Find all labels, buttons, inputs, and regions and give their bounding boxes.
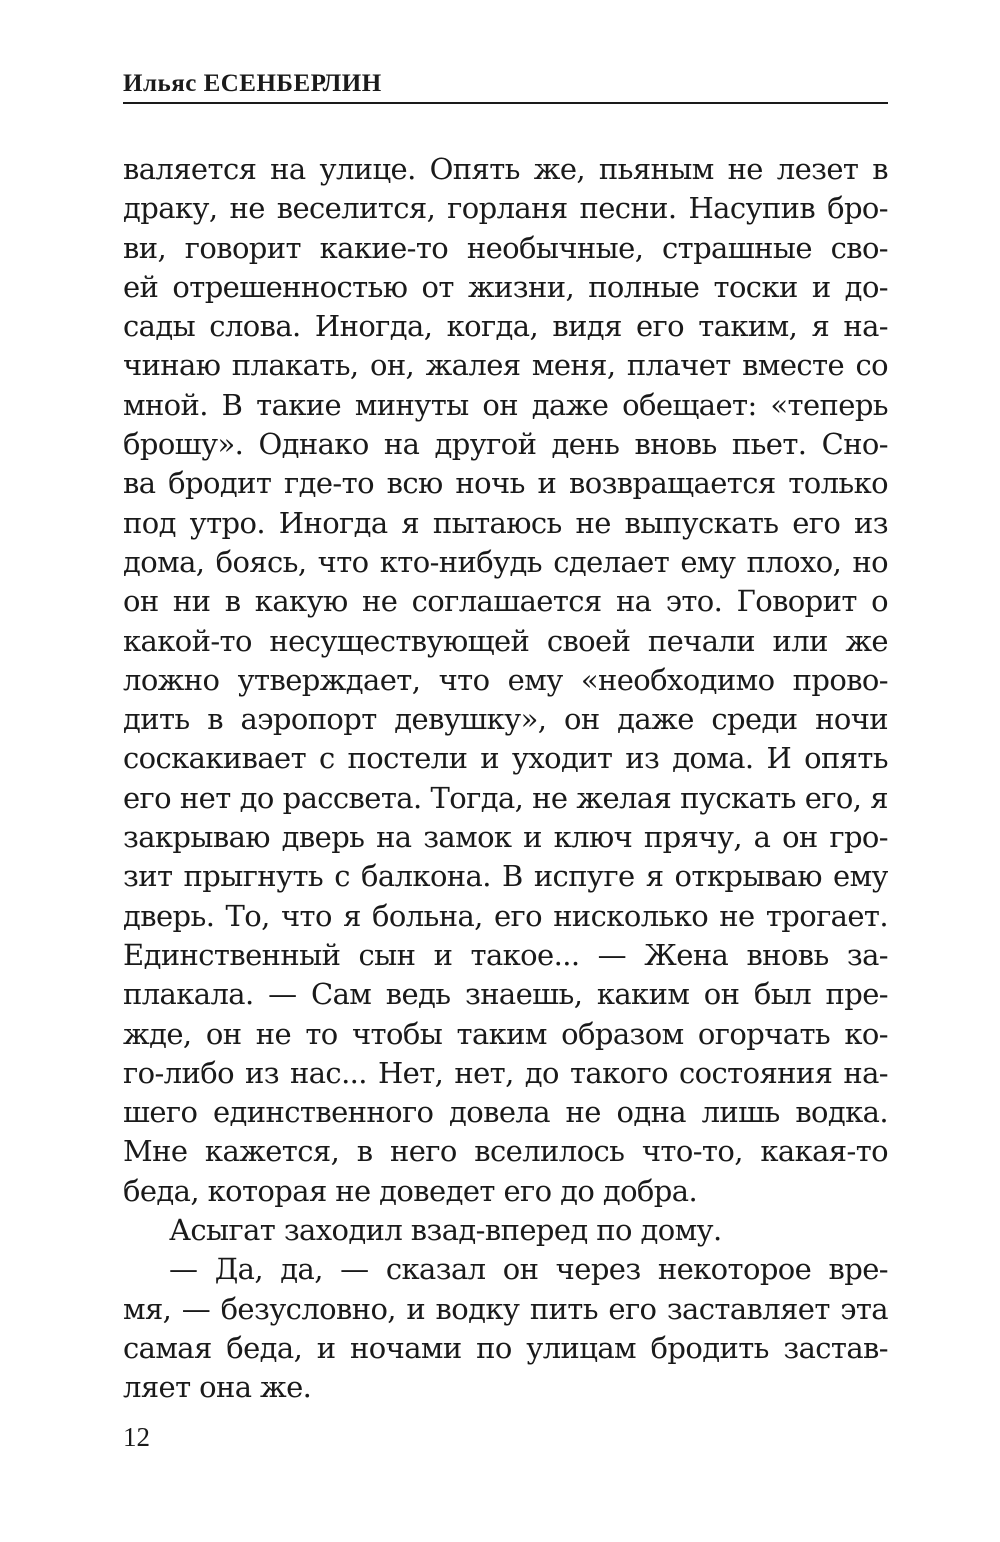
text-line: го-либо из нас... Нет, нет, до такого состояния на- xyxy=(123,1055,888,1090)
text-line: соскакивает с постели и уходит из дома. И опять xyxy=(123,741,888,776)
running-head: Ильяс ЕСЕНБЕРЛИН xyxy=(123,70,382,97)
text-line: дома, боясь, что кто-нибудь сделает ему плохо, но xyxy=(123,544,888,579)
text-line: сады слова. Иногда, когда, видя его таким, я на- xyxy=(123,309,888,344)
text-line: самая беда, и ночами по улицам бродить застав- xyxy=(123,1330,888,1365)
text-line: ей отрешенностью от жизни, полные тоски и до- xyxy=(123,269,888,304)
text-line: — Да, да, — сказал он через некоторое вре- xyxy=(169,1252,888,1287)
text-line: мя, — безусловно, и водку пить его заставляет эта xyxy=(123,1291,888,1326)
text-line: валяется на улице. Опять же, пьяным не лезет в xyxy=(123,152,888,186)
text-line: под утро. Иногда я пытаюсь не выпускать его из xyxy=(123,505,888,540)
text-line: беда, которая не доведет его до добра. xyxy=(123,1173,698,1208)
text-line: зит прыгнуть с балкона. В испуге я открываю ему xyxy=(123,859,888,894)
text-line: Асыгат заходил взад-вперед по дому. xyxy=(169,1213,722,1248)
body-text xyxy=(123,150,888,1408)
text-line: закрываю дверь на замок и ключ прячу, а он гро- xyxy=(123,820,888,855)
text-line: ложно утверждает, что ему «необходимо прово- xyxy=(123,662,888,697)
text-line: драку, не веселится, горланя песни. Насупив бро- xyxy=(123,191,888,226)
text-line: Единственный сын и такое... — Жена вновь за- xyxy=(123,937,888,972)
page-number: 12 xyxy=(123,1422,150,1452)
text-line: его нет до рассвета. Тогда, не желая пускать его, я xyxy=(123,780,888,815)
text-line: какой-то несуществующей своей печали или же xyxy=(123,623,888,658)
text-line: брошу». Однако на другой день вновь пьет. Сно- xyxy=(123,427,888,462)
text-line: Мне кажется, в него вселилось что-то, какая-то xyxy=(123,1134,888,1169)
header-rule xyxy=(123,102,888,104)
text-line: он ни в какую не соглашается на это. Говорит о xyxy=(123,584,888,619)
text-line: ляет она же. xyxy=(123,1370,312,1405)
text-line: ви, говорит какие-то необычные, страшные сво- xyxy=(123,230,888,265)
text-line: дверь. То, что я больна, его нисколько не трогает. xyxy=(123,898,888,933)
text-line: мной. В такие минуты он даже обещает: «теперь xyxy=(123,387,888,422)
text-line: плакала. — Сам ведь знаешь, каким он был пре- xyxy=(123,977,888,1012)
text-line: чинаю плакать, он, жалея меня, плачет вместе со xyxy=(123,348,888,383)
text-line: ва бродит где-то всю ночь и возвращается только xyxy=(123,466,888,501)
text-line: дить в аэропорт девушку», он даже среди ночи xyxy=(123,702,888,737)
text-line: шего единственного довела не одна лишь водка. xyxy=(123,1095,888,1130)
text-line: жде, он не то чтобы таким образом огорчать ко- xyxy=(123,1016,888,1051)
